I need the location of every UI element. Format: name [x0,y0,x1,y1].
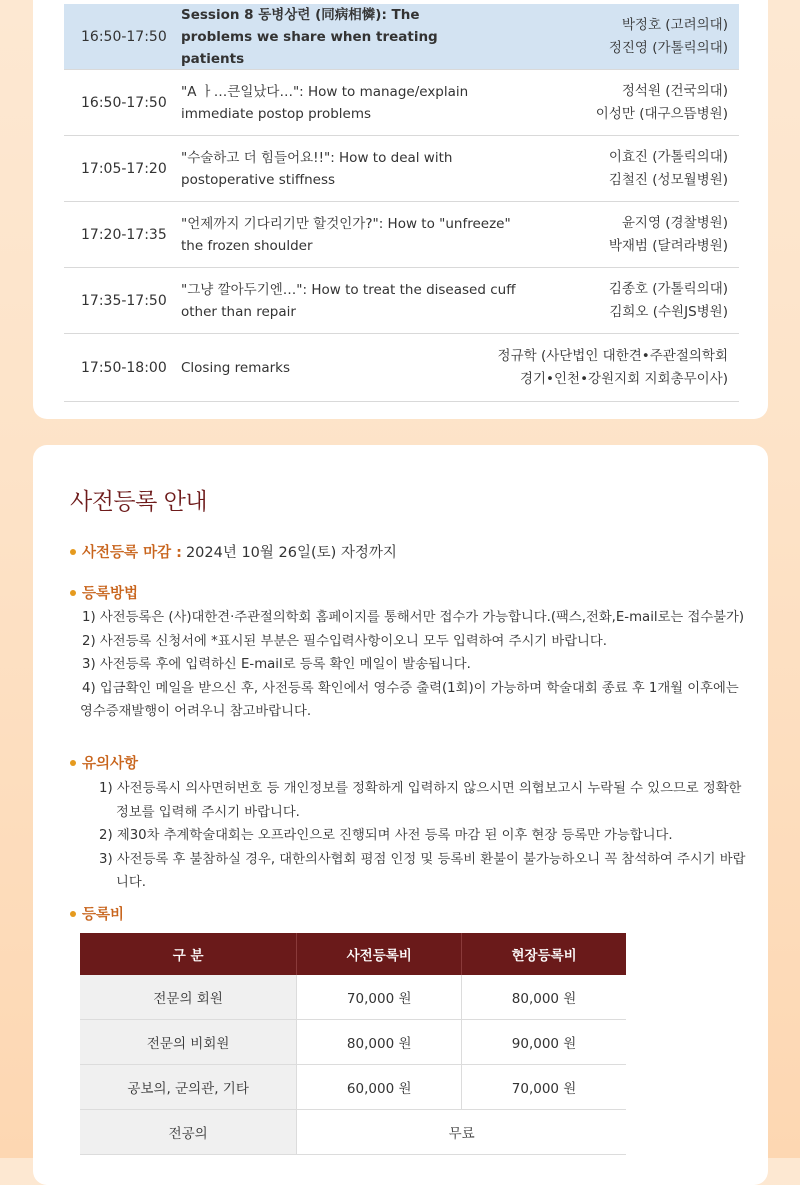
session-title: "그냥 깔아두기엔…": How to treat the diseased cuff other than repair [181,281,516,320]
session-speakers: 김종호 (가톨릭의대) 김희오 (수원JS병원) [608,280,728,320]
schedule-row [64,70,739,136]
bullet-dot-icon [70,590,76,596]
fee-free: 무료 [297,1110,626,1155]
bullet-dot-icon [70,911,76,917]
fee-onsite: 80,000 원 [462,975,626,1020]
session-title: Session 8 동병상련 (同病相憐): The problems we share when treating patients [181,6,438,67]
fee-heading [70,903,124,924]
fee-header-row [80,933,626,975]
session-speakers: 정규학 (사단법인 대한견•주관절의학회 경기•인천•강원지회 지회총무이사) [497,347,728,387]
session-title: "A ㅏ…큰일났다…": How to manage/explain immediate postop problems [181,83,469,122]
section-title: 사전등록 안내 [70,489,208,515]
fee-pre: 60,000 원 [297,1065,462,1110]
method-label: 등록방법 [82,586,139,602]
session-speakers: 이효진 (가톨릭의대) 김철진 (성모월병원) [608,148,728,188]
deadline-value: 2024년 10월 26일(토) 자정까지 [185,545,397,561]
session-time: 16:50-17:50 [81,94,167,111]
table-row [80,975,626,1020]
method-list [82,606,752,724]
fee-onsite: 70,000 원 [462,1065,626,1110]
list-item: 3) 사전등록 후 불참하실 경우, 대한의사협회 평점 인정 및 등록비 환불이 불가능하오니 꼭 참석하여 주시기 바랍니다. [99,851,746,890]
session-title: "수술하고 더 힘들어요!!": How to deal with postoperative stiffness [181,149,453,188]
session-time: 16:50-17:50 [81,28,167,45]
session-time: 17:50-18:00 [81,359,167,376]
schedule-row [64,334,739,402]
notes-label: 유의사항 [82,756,139,772]
table-row [80,1020,626,1065]
bullet-dot-icon [70,760,76,766]
table-row [80,1110,626,1155]
schedule-row [64,202,739,268]
session-speakers: 박정호 (고려의대) 정진영 (가톨릭의대) [608,16,728,56]
schedule-card [33,0,768,419]
method-heading [70,582,138,603]
session-title: "언제까지 기다리기만 할것인가?": How to "unfreeze" the frozen shoulder [181,215,511,254]
fee-header: 사전등록비 [297,933,462,975]
bullet-dot-icon [70,549,76,555]
fee-pre: 80,000 원 [297,1020,462,1065]
session-title: Closing remarks [181,359,291,376]
fee-header: 구 분 [80,933,297,975]
schedule-table [64,4,739,402]
list-item: 2) 사전등록 신청서에 *표시된 부분은 필수입력사항이오니 모두 입력하여 주시기 바랍니다. [82,633,607,649]
fee-category: 전문의 비회원 [80,1020,297,1065]
list-item: 1) 사전등록시 의사면허번호 등 개인정보를 정확하게 입력하지 않으시면 의협보고시 누락될 수 있으므로 정확한 정보를 입력해 주시기 바랍니다. [99,781,742,820]
table-row [80,1065,626,1110]
schedule-row [64,268,739,334]
session-speakers: 윤지영 (경찰병원) 박재범 (달려라병원) [608,214,728,254]
deadline-label: 사전등록 마감 : [82,545,182,561]
fee-pre: 70,000 원 [297,975,462,1020]
registration-card [33,445,768,1185]
fee-table [80,933,626,1155]
list-item: 2) 제30차 추계학술대회는 오프라인으로 진행되며 사전 등록 마감 된 이후 현장 등록만 가능합니다. [99,828,673,843]
notes-heading [70,752,138,773]
list-item: 1) 사전등록은 (사)대한견·주관절의학회 홈페이지를 통해서만 접수가 가능합니다.(팩스,전화,E-mail로는 접수불가) [82,610,745,625]
session-time: 17:35-17:50 [81,292,167,309]
session-speakers: 정석원 (건국의대) 이성만 (대구으뜸병원) [595,82,728,122]
fee-label: 등록비 [82,907,125,923]
fee-category: 공보의, 군의관, 기타 [80,1065,297,1110]
fee-header: 현장등록비 [462,933,626,975]
fee-onsite: 90,000 원 [462,1020,626,1065]
deadline-heading [70,541,397,562]
fee-category: 전문의 회원 [80,975,297,1020]
notes-list [99,777,749,895]
schedule-row [64,136,739,202]
schedule-row [64,4,739,70]
session-time: 17:05-17:20 [81,160,167,177]
list-item: 4) 입금확인 메일을 받으신 후, 사전등록 확인에서 영수증 출력(1회)이 가능하며 학술대회 종료 후 1개월 이후에는 [82,680,739,696]
fee-category: 전공의 [80,1110,297,1155]
list-item: 3) 사전등록 후에 입력하신 E-mail로 등록 확인 메일이 발송됩니다. [82,657,471,672]
list-item: 영수증재발행이 어려우니 참고바랍니다. [80,704,312,719]
session-time: 17:20-17:35 [81,226,167,243]
